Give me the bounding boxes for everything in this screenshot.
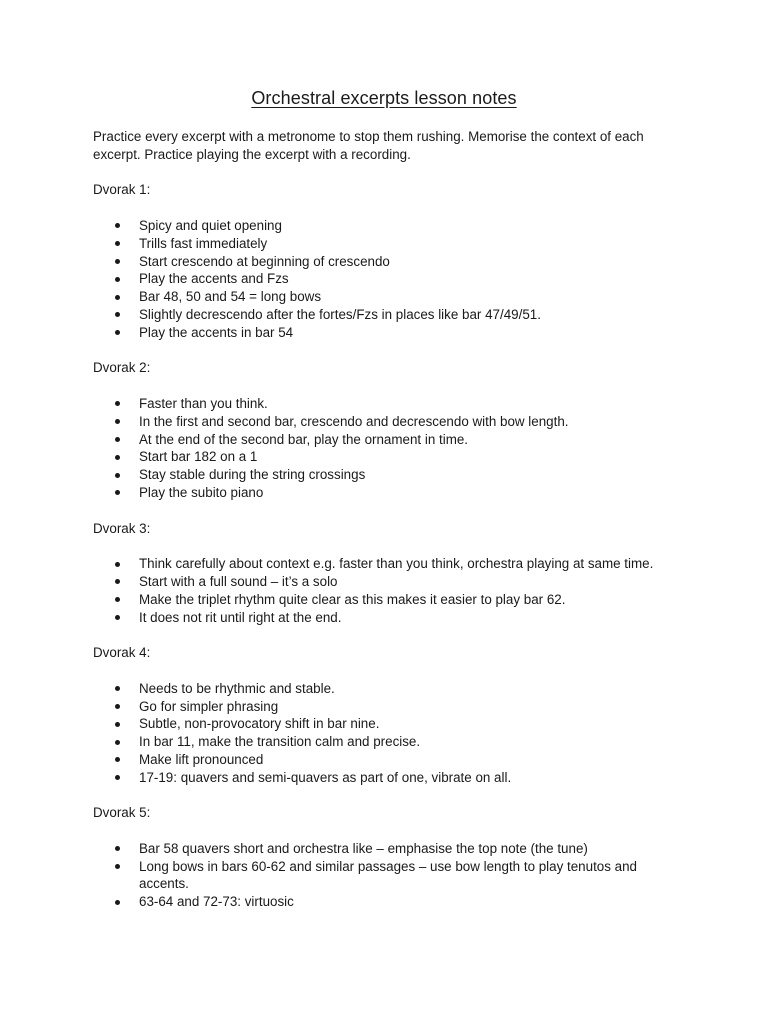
list-item-text: Spicy and quiet opening [139,217,282,233]
bullet-dot-icon [115,757,120,762]
bullet-dot-icon [115,704,120,709]
bullet-dot-icon [115,473,120,478]
list-item-text: Bar 58 quavers short and orchestra like – emphasise the top note (the tune) [139,840,588,856]
bullet-dot-icon [115,775,120,780]
section-heading: Dvorak 3: [93,520,151,536]
list-item-text: Play the accents and Fzs [139,271,289,287]
bullet-dot-icon [115,259,120,264]
list-item [93,288,683,306]
list-item [93,680,683,698]
list-item-text: Start crescendo at beginning of crescendo [139,253,390,269]
list-item [93,253,683,271]
bullet-list [93,555,683,626]
list-item-text: Make lift pronounced [139,751,264,767]
bullet-list [93,840,683,911]
bullet-dot-icon [115,740,120,745]
bullet-dot-icon [115,277,120,282]
list-item-text: In the first and second bar, crescendo and decrescendo with bow length. [139,413,569,429]
list-item [93,573,683,591]
section-heading: Dvorak 2: [93,360,151,376]
bullet-dot-icon [115,401,120,406]
bullet-dot-icon [115,312,120,317]
list-item-text: Think carefully about context e.g. faster than you think, orchestra playing at same time. [139,556,654,572]
list-item [93,235,683,253]
bullet-dot-icon [115,330,120,335]
bullet-dot-icon [115,437,120,442]
list-item-text: 63-64 and 72-73: virtuosic [139,894,294,910]
document-body [93,128,683,911]
list-item-text: At the end of the second bar, play the ornament in time. [139,431,469,447]
bullet-dot-icon [115,722,120,727]
list-item [93,448,683,466]
section-heading: Dvorak 1: [93,182,151,198]
list-item-text: Play the subito piano [139,484,264,500]
list-item-text: In bar 11, make the transition calm and precise. [139,734,421,750]
list-item-text: Go for simpler phrasing [139,698,279,714]
list-item-text: Subtle, non-provocatory shift in bar nine. [139,716,380,732]
list-item-text: Make the triplet rhythm quite clear as this makes it easier to play bar 62. [139,591,566,607]
list-item-text: Play the accents in bar 54 [139,324,294,340]
section-heading: Dvorak 4: [93,645,151,661]
bullet-dot-icon [115,846,120,851]
bullet-dot-icon [115,455,120,460]
list-item-text: Start bar 182 on a 1 [139,449,258,465]
list-item-text: It does not rit until right at the end. [139,609,342,625]
list-item [93,217,683,235]
section-heading: Dvorak 5: [93,805,151,821]
list-item [93,484,683,502]
document-title: Orchestral excerpts lesson notes [251,88,517,108]
list-item-text: Trills fast immediately [139,235,268,251]
list-item [93,324,683,342]
bullet-dot-icon [115,900,120,905]
bullet-dot-icon [115,419,120,424]
list-item [93,858,683,894]
list-item-text: Long bows in bars 60-62 and similar passages – use bow length to play tenutos and accents. [139,858,638,892]
list-item [93,609,683,627]
bullet-dot-icon [115,864,120,869]
list-item [93,591,683,609]
list-item [93,466,683,484]
list-item [93,395,683,413]
list-item [93,751,683,769]
bullet-list [93,217,683,342]
list-item [93,715,683,733]
list-item-text: Bar 48, 50 and 54 = long bows [139,289,322,305]
bullet-dot-icon [115,686,120,691]
list-item [93,306,683,324]
list-item-text: Stay stable during the string crossings [139,467,366,483]
bullet-dot-icon [115,597,120,602]
bullet-dot-icon [115,223,120,228]
bullet-dot-icon [115,295,120,300]
list-item-text: Start with a full sound – it’s a solo [139,573,338,589]
list-item [93,840,683,858]
list-item [93,555,683,573]
bullet-list [93,680,683,787]
list-item [93,270,683,288]
list-item-text: Needs to be rhythmic and stable. [139,680,335,696]
bullet-dot-icon [115,615,120,620]
list-item-text: Slightly decrescendo after the fortes/Fzs in places like bar 47/49/51. [139,306,541,322]
bullet-list [93,395,683,502]
list-item [93,893,683,911]
bullet-dot-icon [115,562,120,567]
list-item-text: 17-19: quavers and semi-quavers as part of one, vibrate on all. [139,769,512,785]
intro-paragraph: Practice every excerpt with a metronome to stop them rushing. Memorise the context of each excerpt. Practice playing the excerpt with a recording. [93,129,644,162]
bullet-dot-icon [115,490,120,495]
list-item [93,698,683,716]
list-item [93,413,683,431]
bullet-dot-icon [115,241,120,246]
bullet-dot-icon [115,579,120,584]
list-item-text: Faster than you think. [139,395,268,411]
list-item [93,431,683,449]
list-item [93,733,683,751]
list-item [93,769,683,787]
